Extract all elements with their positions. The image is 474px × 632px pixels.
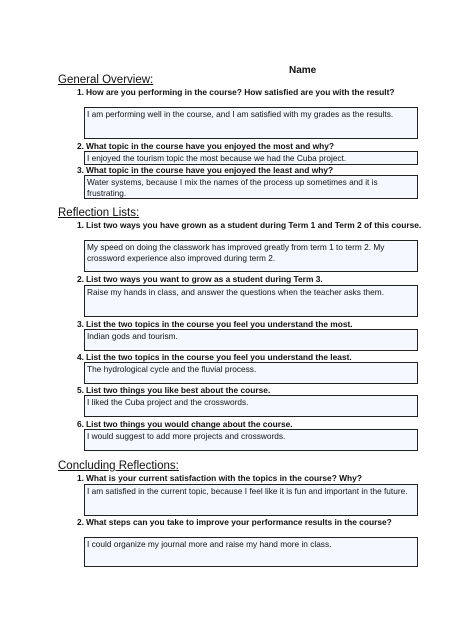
question-number: 4. — [77, 352, 84, 362]
question-number: 3. — [77, 319, 84, 329]
answer-field-reflection-4[interactable]: The hydrological cycle and the fluvial process. — [84, 362, 418, 384]
question-text: List the two topics in the course you feel you understand the most. — [86, 319, 353, 329]
answer-field-reflection-6[interactable]: I would suggest to add more projects and crosswords. — [84, 429, 418, 451]
question-number: 2. — [77, 141, 84, 151]
question-number: 6. — [77, 419, 84, 429]
answer-field-reflection-3[interactable]: Indian gods and tourism. — [84, 329, 418, 351]
question-number: 2. — [77, 517, 84, 527]
answer-field-reflection-5[interactable]: I liked the Cuba project and the crosswords. — [84, 395, 418, 417]
question-number: 1. — [77, 220, 84, 230]
question-text: What topic in the course have you enjoyed the least and why? — [86, 165, 334, 175]
question-text: List two things you like best about the course. — [86, 385, 271, 395]
answer-field-general-1[interactable]: I am performing well in the course, and I am satisfied with my grades as the results. — [84, 107, 418, 139]
name-label: Name — [289, 65, 317, 76]
answer-field-concluding-2[interactable]: I could organize my journal more and raise my hand more in class. — [84, 537, 418, 567]
question-number: 1. — [77, 87, 84, 97]
question-text: List two things you would change about the course. — [86, 419, 293, 429]
question-text: What is your current satisfaction with the topics in the course? Why? — [86, 473, 362, 483]
answer-field-general-3[interactable]: Water systems, because I mix the names of the process up sometimes and it is frustrating. — [84, 175, 418, 199]
question-text: What topic in the course have you enjoyed the most and why? — [86, 141, 335, 151]
question-number: 2. — [77, 274, 84, 284]
question-text: How are you performing in the course? How satisfied are you with the result? — [86, 87, 395, 97]
question-text: List two ways you want to grow as a student during Term 3. — [86, 274, 323, 284]
section-title-reflection-lists: Reflection Lists: — [58, 207, 140, 219]
question-number: 1. — [77, 473, 84, 483]
answer-field-reflection-2[interactable]: Raise my hands in class, and answer the questions when the teacher asks them. — [84, 285, 418, 317]
answer-field-concluding-1[interactable]: I am satisfied in the current topic, because I feel like it is fun and important in the future. — [84, 484, 418, 516]
question-text: List two ways you have grown as a student during Term 1 and Term 2 of this course. — [86, 220, 422, 230]
question-number: 5. — [77, 385, 84, 395]
question-text: What steps can you take to improve your performance results in the course? — [86, 517, 392, 527]
question-number: 3. — [77, 165, 84, 175]
section-title-general-overview: General Overview: — [58, 74, 154, 86]
question-text: List the two topics in the course you feel you understand the least. — [86, 352, 352, 362]
section-title-concluding-reflections: Concluding Reflections: — [58, 460, 179, 472]
answer-field-reflection-1[interactable]: My speed on doing the classwork has improved greatly from term 1 to term 2. My crossword experience also improved during term 2. — [84, 240, 418, 272]
answer-field-general-2[interactable]: I enjoyed the tourism topic the most because we had the Cuba project. — [84, 151, 418, 165]
